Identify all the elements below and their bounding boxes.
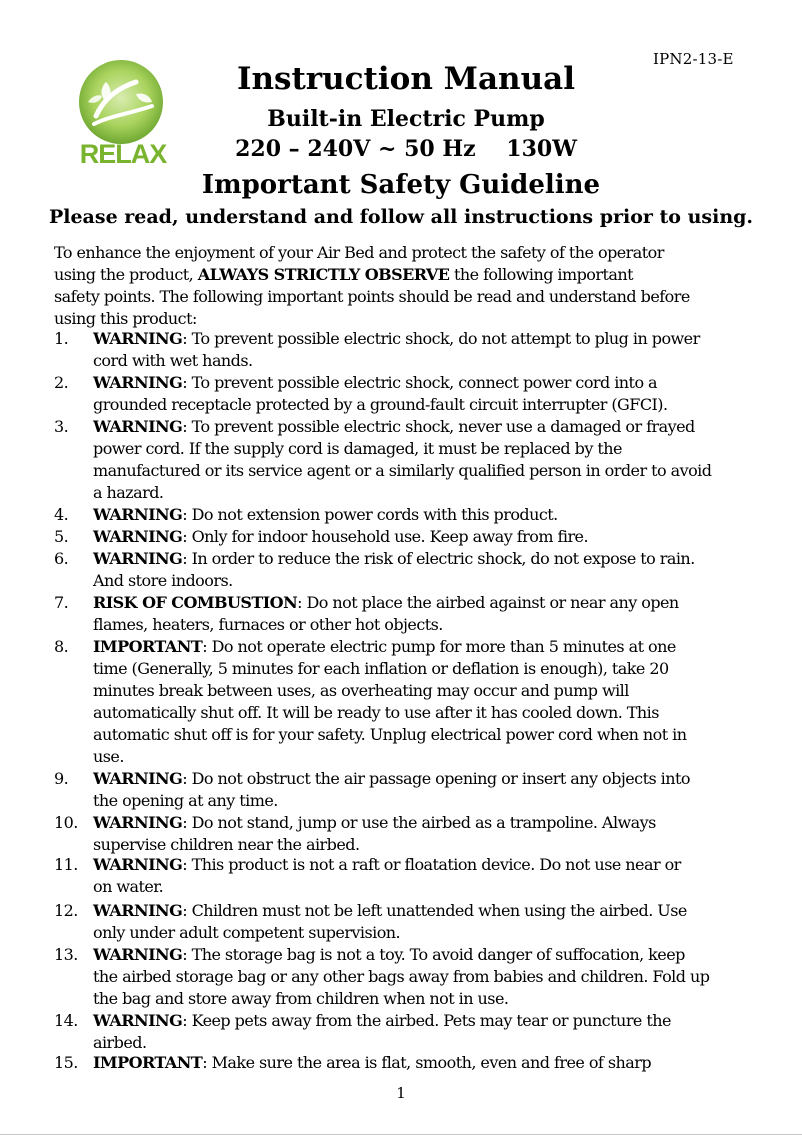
- safety-heading: Important Safety Guideline: [201, 170, 601, 200]
- item-number: 6.: [54, 549, 69, 568]
- item-line: : Keep pets away from the airbed. Pets may tear or puncture the: [182, 1011, 671, 1030]
- item-label: WARNING: [93, 813, 183, 832]
- manual-title-text: Instruction Manual: [236, 61, 575, 97]
- item-line: : Do not extension power cords with this product.: [182, 505, 558, 524]
- item-line: flames, heaters, furnaces or other hot objects.: [93, 615, 443, 634]
- item-text: [93, 1010, 671, 1054]
- item-line: : To prevent possible electric shock, connect power cord into a: [182, 373, 658, 392]
- product-spec: [0, 136, 802, 162]
- item-line: a hazard.: [93, 483, 164, 502]
- intro-line: [54, 264, 766, 286]
- item-text: [93, 900, 687, 944]
- item-line: : Make sure the area is flat, smooth, even and free of sharp: [202, 1053, 652, 1072]
- item-number: 7.: [54, 593, 69, 612]
- item-line: the airbed storage bag or any other bags away from babies and children. Fold up: [93, 967, 710, 986]
- item-line: : To prevent possible electric shock, never use a damaged or frayed: [182, 417, 695, 436]
- item-line: : This product is not a raft or floatation device. Do not use near or: [182, 855, 681, 874]
- item-line: : Do not obstruct the air passage opening or insert any objects into: [182, 769, 690, 788]
- document-code: IPN2-13-E: [653, 50, 734, 68]
- item-number: 13.: [54, 945, 78, 964]
- item-line: grounded receptacle protected by a ground-fault circuit interrupter (GFCI).: [93, 395, 668, 414]
- item-label: WARNING: [93, 855, 183, 874]
- item-number: 8.: [54, 637, 69, 656]
- item-line: : Do not place the airbed against or near any open: [297, 593, 679, 612]
- intro-paragraph: [54, 242, 766, 330]
- item-label: IMPORTANT: [93, 637, 203, 656]
- item-line: : Only for indoor household use. Keep away from fire.: [182, 527, 589, 546]
- item-label: WARNING: [93, 505, 183, 524]
- item-line: airbed.: [93, 1033, 147, 1052]
- item-number: 10.: [54, 813, 78, 832]
- item-text: [93, 1052, 651, 1074]
- product-subtitle: [0, 106, 802, 132]
- item-label: WARNING: [93, 527, 183, 546]
- item-text: [93, 328, 700, 372]
- item-line: : Do not stand, jump or use the airbed as a trampoline. Always: [182, 813, 656, 832]
- item-line: automatically shut off. It will be ready to use after it has cooled down. This: [93, 703, 659, 722]
- item-number: 5.: [54, 527, 69, 546]
- item-label: IMPORTANT: [93, 1053, 203, 1072]
- item-line: only under adult competent supervision.: [93, 923, 401, 942]
- item-line: And store indoors.: [93, 571, 233, 590]
- item-label: WARNING: [93, 1011, 183, 1030]
- item-text: [93, 548, 695, 592]
- item-label: WARNING: [93, 769, 183, 788]
- item-label: RISK OF COMBUSTION: [93, 593, 298, 612]
- logo-text: RELAX: [79, 139, 167, 169]
- item-text: [93, 504, 558, 526]
- item-number: 1.: [54, 329, 69, 348]
- safety-subheading: Please read, understand and follow all instructions prior to using.: [48, 206, 754, 228]
- item-number: 3.: [54, 417, 69, 436]
- item-text: [93, 854, 681, 898]
- intro-emphasis: ALWAYS STRICTLY OBSERVE: [197, 265, 450, 284]
- item-text: [93, 526, 588, 548]
- item-line: supervise children near the airbed.: [93, 835, 360, 854]
- item-line: cord with wet hands.: [93, 351, 253, 370]
- item-label: WARNING: [93, 901, 183, 920]
- item-line: power cord. If the supply cord is damaged, it must be replaced by the: [93, 439, 622, 458]
- item-label: WARNING: [93, 329, 183, 348]
- item-number: 14.: [54, 1011, 78, 1030]
- manual-title: [0, 61, 802, 97]
- item-line: use.: [93, 747, 124, 766]
- item-label: WARNING: [93, 417, 183, 436]
- intro-line: safety points. The following important points should be read and understand before: [54, 287, 690, 306]
- intro-line: To enhance the enjoyment of your Air Bed and protect the safety of the operator: [54, 243, 664, 262]
- item-number: 4.: [54, 505, 69, 524]
- item-line: manufactured or its service agent or a similarly qualified person in order to avoid: [93, 461, 712, 480]
- item-text: [93, 636, 687, 768]
- spec-voltage: 220 – 240V ~ 50 Hz: [235, 136, 476, 162]
- item-line: : The storage bag is not a toy. To avoid danger of suffocation, keep: [182, 945, 685, 964]
- item-line: : To prevent possible electric shock, do not attempt to plug in power: [182, 329, 700, 348]
- item-text: [93, 812, 656, 856]
- spec-power: 130W: [506, 136, 577, 162]
- item-text: [93, 592, 679, 636]
- item-number: 11.: [54, 855, 78, 874]
- item-number: 15.: [54, 1053, 78, 1072]
- item-text: [93, 944, 709, 1010]
- item-text: [93, 416, 711, 504]
- item-line: time (Generally, 5 minutes for each inflation or deflation is enough), take 20: [93, 659, 669, 678]
- item-number: 12.: [54, 901, 78, 920]
- item-line: minutes break between uses, as overheating may occur and pump will: [93, 681, 629, 700]
- intro-text: the following important: [449, 265, 633, 284]
- intro-text: using the product,: [54, 265, 198, 284]
- item-line: : Do not operate electric pump for more than 5 minutes at one: [202, 637, 676, 656]
- item-line: the opening at any time.: [93, 791, 278, 810]
- item-line: : In order to reduce the risk of electric shock, do not expose to rain.: [182, 549, 695, 568]
- item-number: 9.: [54, 769, 69, 788]
- intro-line: using this product:: [54, 309, 197, 328]
- item-label: WARNING: [93, 549, 183, 568]
- item-line: : Children must not be left unattended when using the airbed. Use: [182, 901, 687, 920]
- item-text: [93, 768, 690, 812]
- item-text: [93, 372, 668, 416]
- item-line: the bag and store away from children when not in use.: [93, 989, 509, 1008]
- item-label: WARNING: [93, 373, 183, 392]
- item-number: 2.: [54, 373, 69, 392]
- product-subtitle-text: Built-in Electric Pump: [267, 106, 545, 132]
- item-line: on water.: [93, 877, 164, 896]
- item-line: automatic shut off is for your safety. Unplug electrical power cord when not in: [93, 725, 687, 744]
- page-number: 1: [396, 1084, 406, 1102]
- page-bottom-rule: [0, 1134, 802, 1135]
- item-label: WARNING: [93, 945, 183, 964]
